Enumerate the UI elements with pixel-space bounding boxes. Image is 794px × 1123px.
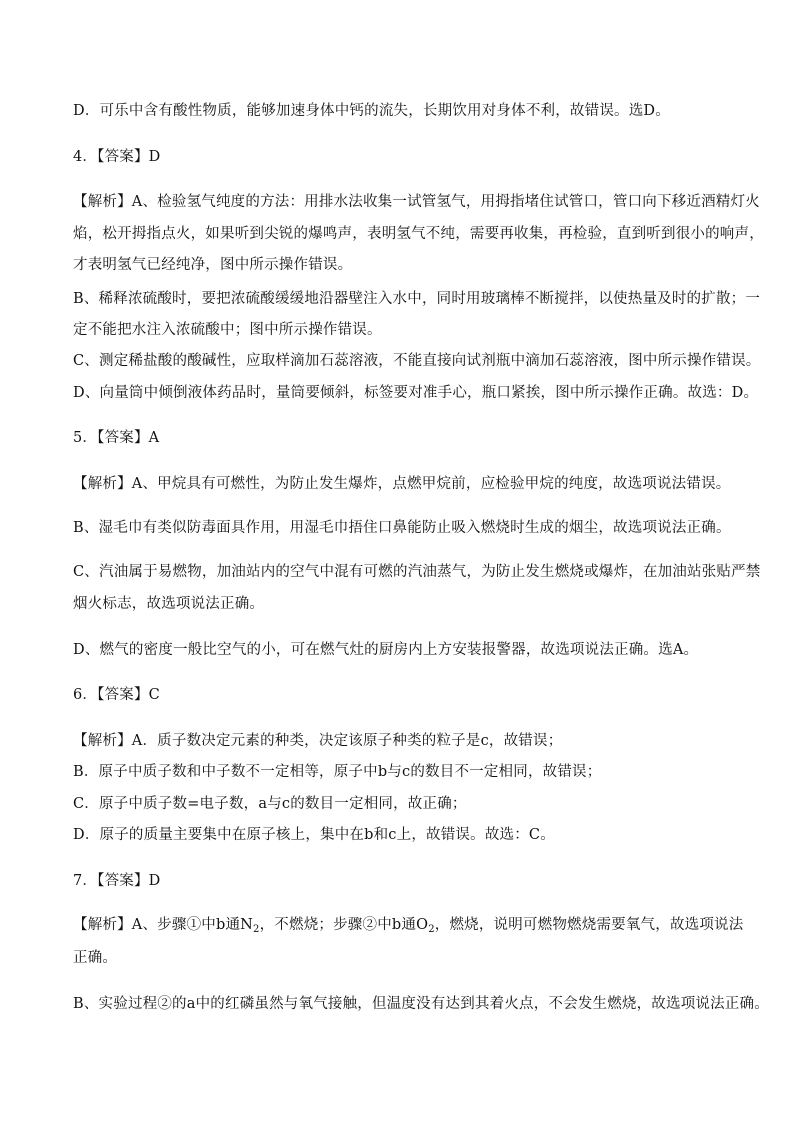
- analysis-7-a-line-2: 正确。: [73, 950, 118, 966]
- answer-heading-4: 4．【答案】D: [73, 149, 161, 165]
- analysis-6-a: 【解析】A．质子数决定元素的种类，决定该原子种类的粒子是c，故错误；: [73, 733, 563, 749]
- answer-heading-7: 7．【答案】D: [73, 873, 161, 889]
- analysis-4-c: C、测定稀盐酸的酸碱性，应取样滴加石蕊溶液，不能直接向试剂瓶中滴加石蕊溶液，图中所示操作错误。: [73, 353, 761, 369]
- analysis-7-a-text-1: 【解析】A、步骤①中b通N: [73, 917, 254, 933]
- analysis-6-b: B．原子中质子数和中子数不一定相等，原子中b与c的数目不一定相同，故错误；: [73, 764, 602, 780]
- analysis-7-b: B、实验过程②的a中的红磷虽然与氧气接触，但温度没有达到其着火点，不会发生燃烧，故选项说法正确。: [73, 996, 769, 1012]
- analysis-5-a: 【解析】A、甲烷具有可燃性，为防止发生爆炸，点燃甲烷前，应检验甲烷的纯度，故选项说法错误。: [73, 476, 731, 492]
- analysis-7-a-text-3: ，燃烧，说明可燃物燃烧需要氧气，故选项说法: [434, 917, 744, 933]
- analysis-4-line-1: 【解析】A、检验氢气纯度的方法：用排水法收集一试管氢气，用拇指堵住试管口，管口向下移近酒精灯火: [73, 194, 760, 210]
- analysis-5-c-line-2: 烟火标志，故选项说法正确。: [73, 596, 265, 612]
- analysis-5-b: B、湿毛巾有类似防毒面具作用，用湿毛巾捂住口鼻能防止吸入燃烧时生成的烟尘，故选项说法正确。: [73, 520, 731, 536]
- analysis-5-d: D、燃气的密度一般比空气的小，可在燃气灶的厨房内上方安装报警器，故选项说法正确。选A。: [73, 642, 699, 658]
- subscript-o2: 2: [428, 924, 435, 935]
- subscript-n2: 2: [253, 924, 260, 935]
- analysis-4-line-3: 才表明氢气已经纯净，图中所示操作错误。: [73, 257, 353, 273]
- analysis-7-a-text-2: ，不燃烧；步骤②中b通O: [259, 917, 429, 933]
- answer-heading-6: 6．【答案】C: [73, 687, 160, 703]
- analysis-6-d: D．原子的质量主要集中在原子核上，集中在b和c上，故错误。故选：C。: [73, 827, 555, 843]
- analysis-4-d: D、向量筒中倾倒液体药品时，量筒要倾斜，标签要对准手心，瓶口紧挨，图中所示操作正确。故选：D。: [73, 385, 759, 401]
- analysis-4-b-line-2: 定不能把水注入浓硫酸中；图中所示操作错误。: [73, 322, 382, 338]
- analysis-4-b-line-1: B、稀释浓硫酸时，要把浓硫酸缓缓地沿器壁注入水中，同时用玻璃棒不断搅拌，以使热量及时的扩散；一: [73, 291, 761, 307]
- analysis-7-a-line-1: [73, 915, 744, 940]
- analysis-4-line-2: 焰，松开拇指点火，如果听到尖锐的爆鸣声，表明氢气不纯，需要再收集，再检验，直到听到很小的响声，: [73, 226, 764, 242]
- answer-heading-5: 5．【答案】A: [73, 430, 160, 446]
- analysis-6-c: C．原子中质子数=电子数，a与c的数目一定相同，故正确；: [73, 796, 467, 812]
- paragraph-q3-d: D．可乐中含有酸性物质，能够加速身体中钙的流失，长期饮用对身体不利，故错误。选D。: [73, 103, 670, 119]
- analysis-5-c-line-1: C、汽油属于易燃物，加油站内的空气中混有可燃的汽油蒸气，为防止发生燃烧或爆炸，在加油站张贴严禁: [73, 564, 761, 580]
